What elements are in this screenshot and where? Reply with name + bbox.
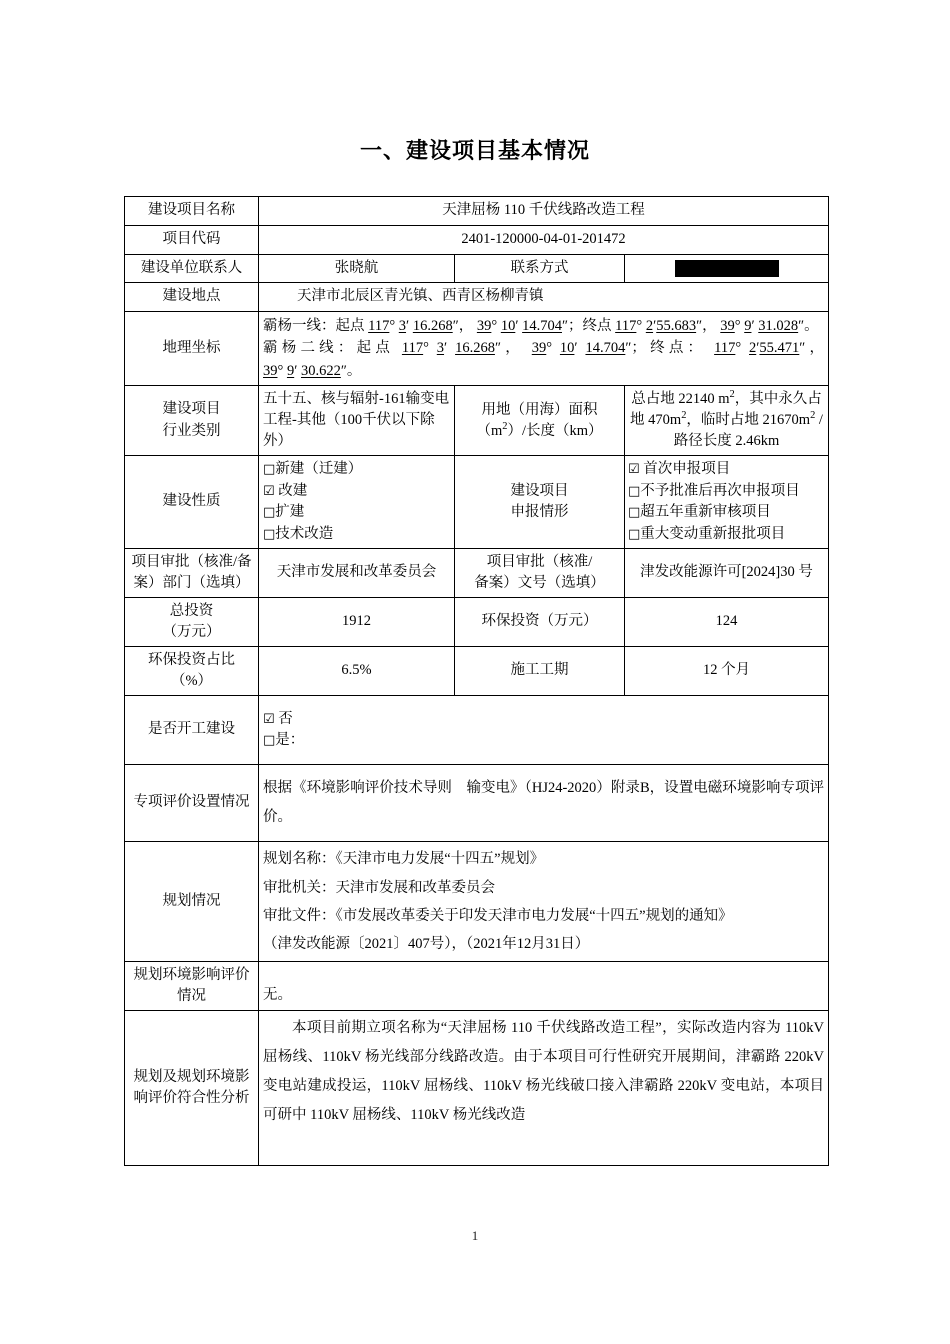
label-contact-method: 联系方式 — [455, 254, 625, 283]
checkbox-option-expand[interactable] — [263, 502, 450, 523]
table-row-industry — [125, 386, 829, 456]
coordinate-line-2: 霸杨二线：起点 117° 3′ 16.268″， 39° 10′ 14.704″；终点： 117° 2′55.471″， 39° 9′ 30.622″。 — [263, 340, 825, 379]
value-contact-method-redacted — [625, 254, 829, 283]
checked-box-icon: ☑ — [263, 483, 275, 499]
label-env-ratio-line1: 环保投资占比 — [148, 652, 235, 669]
unchecked-box-icon: □ — [628, 505, 641, 521]
label-consistency-analysis — [125, 1011, 259, 1166]
label-industry-category — [125, 386, 259, 456]
table-row-consistency — [125, 1011, 829, 1166]
checkbox-label: 改建 — [278, 482, 308, 499]
checkbox-option-no[interactable] — [263, 709, 824, 731]
label-approval-doc-no — [455, 549, 625, 598]
value-env-ratio: 6.5% — [259, 647, 455, 696]
label-consistency-line1: 规划及规划环境影 — [133, 1069, 250, 1086]
checkbox-option-tech-upgrade[interactable] — [263, 524, 450, 545]
label-land-area-line1: 用地（用海）面积 — [481, 401, 598, 418]
label-special-eval: 专项评价设置情况 — [125, 765, 259, 842]
value-land-area: 总占地 22140 $m^2$，其中永久占地 $470m^2$，临时占地 $21670m^2$ /路径长度 2.46km — [625, 386, 829, 456]
table-row-started — [125, 696, 829, 765]
label-land-area-line2: $(m^2)/$长度（km） — [476, 421, 603, 439]
label-approval-dept-line1: 项目审批（核准/备 — [131, 554, 252, 571]
label-consistency-line2: 响评价符合性分析 — [133, 1090, 250, 1107]
value-total-investment: 1912 — [259, 598, 455, 647]
value-plan-eia: 无。 — [259, 962, 829, 1011]
checkbox-option-five-year-review[interactable] — [628, 502, 824, 523]
label-approval-doc-line1: 项目审批（核准/ — [486, 554, 593, 571]
page-title: 一、建设项目基本情况 — [359, 138, 590, 163]
label-env-ratio-line2: （%） — [170, 673, 213, 690]
label-construction-nature: 建设性质 — [125, 456, 259, 549]
table-row-coordinates — [125, 312, 829, 386]
label-approval-doc-line2: 备案）文号（选填） — [474, 575, 605, 592]
checkbox-label: 超五年重新审核项目 — [640, 504, 771, 521]
checkbox-label: 首次申报项目 — [643, 461, 731, 478]
checkbox-label: 重大变动重新报批项目 — [640, 525, 786, 542]
label-industry-line1: 建设项目 — [162, 401, 221, 418]
label-project-name: 建设项目名称 — [125, 197, 259, 226]
checkbox-label: 技术改造 — [275, 525, 334, 542]
checkbox-option-first-declaration[interactable] — [628, 459, 824, 480]
value-approval-dept: 天津市发展和改革委员会 — [259, 549, 455, 598]
checkbox-label: 是： — [275, 732, 305, 749]
redaction-bar — [675, 260, 779, 277]
unchecked-box-icon: □ — [263, 462, 276, 478]
table-row-investment — [125, 598, 829, 647]
label-construction-started: 是否开工建设 — [125, 696, 259, 765]
value-env-investment: 124 — [625, 598, 829, 647]
label-declaration-line2: 申报情形 — [510, 504, 569, 521]
table-row-approval — [125, 549, 829, 598]
label-construction-period: 施工工期 — [455, 647, 625, 696]
project-basic-info-table-wrapper — [124, 196, 828, 1166]
unchecked-box-icon: □ — [628, 483, 641, 499]
checkbox-label: 否 — [278, 710, 293, 727]
table-row-plan-eia — [125, 962, 829, 1011]
label-env-investment: 环保投资（万元） — [455, 598, 625, 647]
table-row-project-code — [125, 225, 829, 254]
plan-line-name: 规划名称：《天津市电力发展“十四五”规划》 — [263, 851, 545, 868]
checked-box-icon: ☑ — [628, 462, 640, 478]
unchecked-box-icon: □ — [628, 526, 641, 542]
label-env-ratio — [125, 647, 259, 696]
table-row-plan — [125, 842, 829, 962]
coordinate-line-1: 霸杨一线：起点 117° 3′ 16.268″， 39° 10′ 14.704″；终点 117° 2′55.683″， 39° 9′ 31.028″。 — [263, 318, 819, 334]
table-row-location — [125, 283, 829, 312]
table-row-env-ratio — [125, 647, 829, 696]
label-declaration-type — [455, 456, 625, 549]
label-total-investment — [125, 598, 259, 647]
label-approval-dept — [125, 549, 259, 598]
checkbox-option-new-build[interactable] — [263, 459, 450, 480]
checkbox-group-declaration-type — [625, 456, 829, 549]
label-plan-eia-line1: 规划环境影响评价 — [133, 967, 250, 984]
value-approval-doc-no: 津发改能源许可[2024]30 号 — [625, 549, 829, 598]
table-row-nature — [125, 456, 829, 549]
label-contact-person: 建设单位联系人 — [125, 254, 259, 283]
value-industry-category: 五十五、核与辐射-161输变电工程-其他（100千伏以下除外） — [259, 386, 455, 456]
checkbox-label: 新建（迁建） — [275, 461, 363, 478]
value-consistency-analysis: 本项目前期立项名称为“天津屈杨 110 千伏线路改造工程”，实际改造内容为 110kV 屈杨线、110kV 杨光线部分线路改造。由于本项目可行性研究开展期间，津霸路 220kV 变电站建成投运，110kV 屈杨线、110kV 杨光线破口接入津霸路 220kV 变电站，本项目可研中 110kV 屈杨线、110kV 杨光线改造 — [259, 1011, 829, 1166]
checkbox-option-rebuild[interactable] — [263, 481, 450, 502]
value-contact-person: 张晓航 — [259, 254, 455, 283]
label-declaration-line1: 建设项目 — [510, 482, 569, 499]
plan-line-document: 审批文件：《市发展改革委关于印发天津市电力发展“十四五”规划的通知》 — [263, 907, 733, 924]
unchecked-box-icon: □ — [263, 505, 276, 521]
plan-line-docnumber: （津发改能源〔2021〕407号），（2021年12月31日） — [263, 936, 590, 953]
value-plan-info — [259, 842, 829, 962]
value-project-code: 2401-120000-04-01-201472 — [259, 225, 829, 254]
value-construction-period: 12 个月 — [625, 647, 829, 696]
label-project-code: 项目代码 — [125, 225, 259, 254]
checked-box-icon: ☑ — [263, 711, 275, 727]
table-row-special-eval — [125, 765, 829, 842]
checkbox-option-redeclaration[interactable] — [628, 481, 824, 502]
label-plan-eia-line2: 情况 — [177, 988, 206, 1005]
checkbox-label: 不予批准后再次申报项目 — [640, 482, 800, 499]
label-plan-info: 规划情况 — [125, 842, 259, 962]
value-special-eval: 根据《环境影响评价技术导则 输变电》（HJ24-2020）附录B，设置电磁环境影响专项评价。 — [259, 765, 829, 842]
label-total-investment-line1: 总投资 — [169, 603, 214, 620]
page-number: 1 — [471, 1228, 479, 1243]
table-row-project-name — [125, 197, 829, 226]
label-industry-line2: 行业类别 — [162, 422, 221, 439]
checkbox-group-construction-started — [259, 696, 829, 765]
checkbox-option-major-change[interactable] — [628, 524, 824, 545]
label-coordinates: 地理坐标 — [125, 312, 259, 386]
label-location: 建设地点 — [125, 283, 259, 312]
value-coordinates — [259, 312, 829, 386]
label-plan-eia — [125, 962, 259, 1011]
value-project-name: 天津屈杨 110 千伏线路改造工程 — [259, 197, 829, 226]
plan-line-authority: 审批机关：天津市发展和改革委员会 — [263, 879, 495, 896]
checkbox-group-construction-nature — [259, 456, 455, 549]
value-location: 天津市北辰区青光镇、西青区杨柳青镇 — [259, 283, 829, 312]
table-row-contact — [125, 254, 829, 283]
label-land-area — [455, 386, 625, 456]
label-total-investment-line2: （万元） — [162, 624, 221, 641]
unchecked-box-icon: □ — [263, 733, 276, 749]
project-basic-info-table — [124, 196, 829, 1166]
label-approval-dept-line2: 案）部门（选填） — [133, 575, 250, 592]
unchecked-box-icon: □ — [263, 526, 276, 542]
checkbox-option-yes[interactable] — [263, 730, 824, 752]
checkbox-label: 扩建 — [275, 504, 305, 521]
